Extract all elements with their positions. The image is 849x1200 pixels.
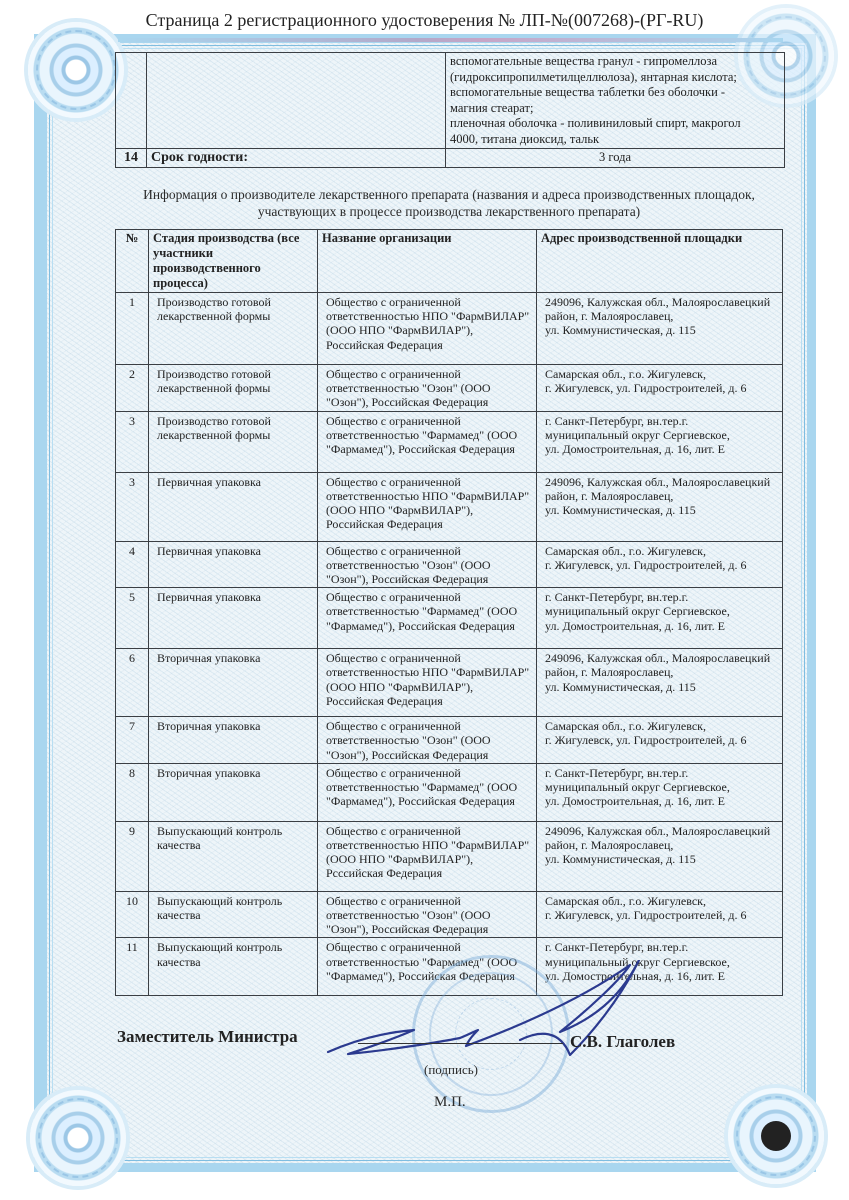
site-address bbox=[537, 365, 783, 412]
row-number: 1 bbox=[116, 293, 149, 365]
address-line: район, г. Малоярославец, bbox=[545, 665, 674, 680]
header-number: № bbox=[116, 230, 149, 293]
address-line: г. Жигулевск, ул. Гидростроителей, д. 6 bbox=[545, 733, 747, 748]
production-stage: Вторичная упаковка bbox=[149, 717, 318, 764]
site-address bbox=[537, 821, 783, 891]
excipients-value bbox=[446, 53, 785, 149]
production-stage: Выпускающий контроль качества bbox=[149, 821, 318, 891]
site-address bbox=[537, 293, 783, 365]
corner-rosette-bottom-right-icon bbox=[728, 1088, 824, 1184]
row-number: 10 bbox=[116, 891, 149, 938]
corner-rosette-bottom-left-icon bbox=[30, 1090, 126, 1186]
address-line: муниципальный округ Сергиевское, bbox=[545, 954, 730, 969]
address-line: 249096, Калужская обл., Малоярославецкий bbox=[545, 823, 771, 838]
address-line: ул. Домостроительная, д. 16, лит. Е bbox=[545, 794, 725, 809]
organization-name: Общество с ограниченной ответственностью "Озон" (ООО "Озон"), Российская Федерация bbox=[318, 365, 537, 412]
value-line: вспомогательные вещества таблетки без оболочки - bbox=[450, 85, 726, 99]
product-details-table bbox=[115, 52, 785, 168]
address-line: район, г. Малоярославец, bbox=[545, 488, 674, 503]
table-row bbox=[116, 53, 785, 149]
row-number: 11 bbox=[116, 938, 149, 996]
production-stage: Первичная упаковка bbox=[149, 588, 318, 649]
address-line: муниципальный округ Сергиевское, bbox=[545, 780, 730, 795]
row-number: 9 bbox=[116, 821, 149, 891]
table-row bbox=[116, 293, 783, 365]
row-number bbox=[116, 53, 147, 149]
site-address bbox=[537, 763, 783, 821]
address-line: ул. Домостроительная, д. 16, лит. Е bbox=[545, 618, 725, 633]
title-underline bbox=[118, 38, 783, 42]
address-line: 249096, Калужская обл., Малоярославецкий bbox=[545, 474, 771, 489]
signatory-name: С.В. Глаголев bbox=[570, 1032, 676, 1051]
row-label bbox=[147, 53, 446, 149]
organization-name: Общество с ограниченной ответственностью НПО "ФармВИЛАР" (ООО НПО "ФармВИЛАР"), Российская Федерация bbox=[318, 293, 537, 365]
production-stage: Производство готовой лекарственной формы bbox=[149, 365, 318, 412]
table-row bbox=[116, 821, 783, 891]
production-stage: Первичная упаковка bbox=[149, 541, 318, 588]
row-number: 7 bbox=[116, 717, 149, 764]
table-row bbox=[116, 541, 783, 588]
address-line: г. Жигулевск, ул. Гидростроителей, д. 6 bbox=[545, 557, 747, 572]
table-row bbox=[116, 588, 783, 649]
manufacturers-table bbox=[115, 229, 783, 996]
production-stage: Выпускающий контроль качества bbox=[149, 891, 318, 938]
organization-name: Общество с ограниченной ответственностью "Фармамед" (ООО "Фармамед"), Российская Федерация bbox=[318, 938, 537, 996]
address-line: г. Санкт-Петербург, вн.тер.г. bbox=[545, 413, 689, 428]
organization-name: Общество с ограниченной ответственностью "Озон" (ООО "Озон"), Российская Федерация bbox=[318, 891, 537, 938]
organization-name: Общество с ограниченной ответственностью "Озон" (ООО "Озон"), Российская Федерация bbox=[318, 541, 537, 588]
heading-line: Информация о производителе лекарственного препарата (названия и адреса производственных площадок, bbox=[143, 187, 755, 202]
address-line: 249096, Калужская обл., Малоярославецкий bbox=[545, 295, 771, 309]
table-row bbox=[116, 649, 783, 717]
organization-name: Общество с ограниченной ответственностью НПО "ФармВИЛАР" (ООО НПО "ФармВИЛАР"), Российская Федерация bbox=[318, 649, 537, 717]
address-line: ул. Коммунистическая, д. 115 bbox=[545, 852, 696, 867]
value-line: (гидроксипропилметилцеллюлоза), янтарная кислота; bbox=[450, 69, 737, 84]
production-stage: Первичная упаковка bbox=[149, 472, 318, 541]
table-row bbox=[116, 763, 783, 821]
organization-name: Общество с ограниченной ответственностью "Фармамед" (ООО "Фармамед"), Российская Федерация bbox=[318, 411, 537, 472]
header-organization: Название организации bbox=[318, 230, 537, 293]
header-address: Адрес производственной площадки bbox=[537, 230, 783, 293]
row-number: 3 bbox=[116, 411, 149, 472]
site-address bbox=[537, 411, 783, 472]
address-line: район, г. Малоярославец, bbox=[545, 838, 674, 853]
address-line: г. Санкт-Петербург, вн.тер.г. bbox=[545, 765, 689, 780]
site-address bbox=[537, 891, 783, 938]
address-line: г. Санкт-Петербург, вн.тер.г. bbox=[545, 590, 689, 605]
row-number: 5 bbox=[116, 588, 149, 649]
production-stage: Производство готовой лекарственной формы bbox=[149, 293, 318, 365]
signature-icon bbox=[320, 960, 720, 1090]
row-number: 3 bbox=[116, 472, 149, 541]
row-number: 6 bbox=[116, 649, 149, 717]
signatory-position: Заместитель Министра bbox=[117, 1027, 298, 1046]
signature-caption: (подпись) bbox=[424, 1062, 478, 1077]
address-line: ул. Коммунистическая, д. 115 bbox=[545, 323, 696, 338]
address-line: г. Жигулевск, ул. Гидростроителей, д. 6 bbox=[545, 381, 747, 396]
site-address bbox=[537, 472, 783, 541]
heading-line: участвующих в процессе производства лекарственного препарата) bbox=[257, 204, 641, 219]
value-line: вспомогательные вещества гранул - гипромеллоза bbox=[450, 54, 717, 68]
header-stage: Стадия производства (все участники производственного процесса) bbox=[149, 230, 318, 293]
address-line: ул. Коммунистическая, д. 115 bbox=[545, 679, 696, 694]
page-title: Страница 2 регистрационного удостоверения № ЛП-№(007268)-(РГ-RU) bbox=[145, 10, 704, 30]
signature-line bbox=[358, 1043, 563, 1044]
organization-name: Общество с ограниченной ответственностью НПО "ФармВИЛАР" (ООО НПО "ФармВИЛАР"), Рсссийская Федерация bbox=[318, 821, 537, 891]
address-line: г. Санкт-Петербург, вн.тер.г. bbox=[545, 940, 689, 955]
organization-name: Общество с ограниченной ответственностью "Озон" (ООО "Озон"), Российская Федерация bbox=[318, 717, 537, 764]
seal-label: М.П. bbox=[434, 1094, 466, 1110]
organization-name: Общество с ограниченной ответственностью НПО "ФармВИЛАР" (ООО НПО "ФармВИЛАР"), Российская Федерация bbox=[318, 472, 537, 541]
address-line: ул. Домостроительная, д. 16, лит. Е bbox=[545, 968, 725, 983]
address-line: Самарская обл., г.о. Жигулевск, bbox=[545, 893, 706, 908]
site-address bbox=[537, 649, 783, 717]
address-line: муниципальный округ Сергиевское, bbox=[545, 427, 730, 442]
row-number: 2 bbox=[116, 365, 149, 412]
address-line: муниципальный округ Сергиевское, bbox=[545, 604, 730, 619]
address-line: Самарская обл., г.о. Жигулевск, bbox=[545, 719, 706, 734]
table-row bbox=[116, 472, 783, 541]
production-stage: Вторичная упаковка bbox=[149, 763, 318, 821]
address-line: район, г. Малоярославец, bbox=[545, 309, 674, 324]
table-row bbox=[116, 149, 785, 168]
production-stage: Вторичная упаковка bbox=[149, 649, 318, 717]
address-line: Самарская обл., г.о. Жигулевск, bbox=[545, 543, 706, 558]
table-row bbox=[116, 365, 783, 412]
table-row bbox=[116, 411, 783, 472]
row-number: 8 bbox=[116, 763, 149, 821]
address-line: ул. Коммунистическая, д. 115 bbox=[545, 503, 696, 518]
address-line: г. Жигулевск, ул. Гидростроителей, д. 6 bbox=[545, 908, 747, 923]
row-number: 14 bbox=[116, 149, 147, 168]
value-line: 4000, титана диоксид, тальк bbox=[450, 131, 600, 146]
manufacturer-info-heading bbox=[115, 186, 783, 220]
table-row bbox=[116, 717, 783, 764]
value-line: пленочная оболочка - поливиниловый спирт, макрогол bbox=[450, 116, 741, 130]
production-stage: Выпускающий контроль качества bbox=[149, 938, 318, 996]
value-line: магния стеарат; bbox=[450, 100, 534, 115]
organization-name: Общество с ограниченной ответственностью "Фармамед" (ООО "Фармамед"), Российская Федерация bbox=[318, 588, 537, 649]
site-address bbox=[537, 588, 783, 649]
address-line: Самарская обл., г.о. Жигулевск, bbox=[545, 367, 706, 381]
table-header-row bbox=[116, 230, 783, 293]
shelf-life-value: 3 года bbox=[446, 149, 785, 168]
address-line: ул. Домостроительная, д. 16, лит. Е bbox=[545, 442, 725, 457]
organization-name: Общество с ограниченной ответственностью "Фармамед" (ООО "Фармамед"), Российская Федерация bbox=[318, 763, 537, 821]
row-number: 4 bbox=[116, 541, 149, 588]
address-line: 249096, Калужская обл., Малоярославецкий bbox=[545, 651, 771, 666]
table-row bbox=[116, 891, 783, 938]
site-address bbox=[537, 717, 783, 764]
site-address bbox=[537, 541, 783, 588]
corner-rosette-top-left-icon bbox=[28, 22, 124, 118]
shelf-life-label: Срок годности: bbox=[147, 149, 446, 168]
punch-hole-icon bbox=[761, 1121, 791, 1151]
production-stage: Производство готовой лекарственной формы bbox=[149, 411, 318, 472]
